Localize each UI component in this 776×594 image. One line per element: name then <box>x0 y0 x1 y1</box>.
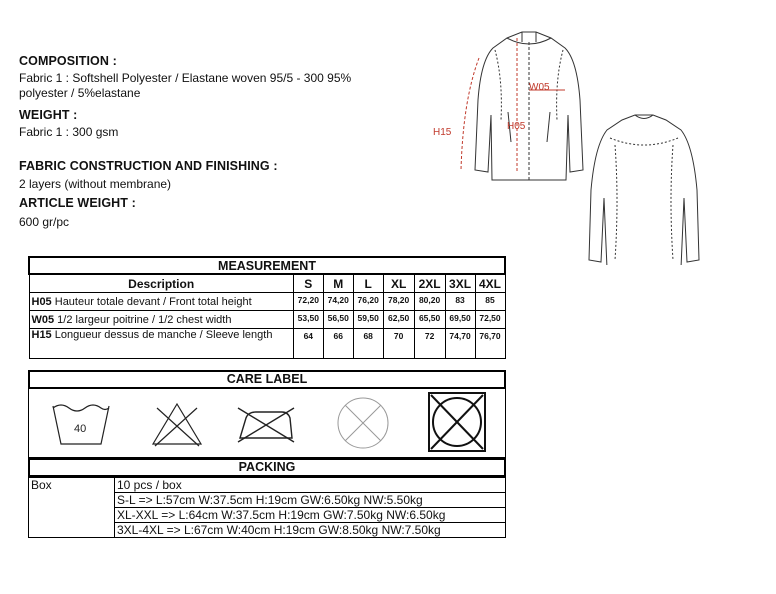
cell-value: 68 <box>353 329 383 359</box>
table-row <box>29 311 505 329</box>
row-description <box>29 293 293 311</box>
size-header-row <box>29 274 505 293</box>
dry-clean-icon <box>334 394 392 452</box>
cell-value: 69,50 <box>445 311 475 329</box>
size-header: 4XL <box>475 274 505 293</box>
size-header: M <box>323 274 353 293</box>
packing-line: S-L => L:57cm W:37.5cm H:19cm GW:6.50kg NW:5.50kg <box>115 493 506 508</box>
row-description <box>29 329 293 359</box>
description-header: Description <box>29 274 293 293</box>
wash-40-icon <box>49 400 113 450</box>
construction-value: 2 layers (without membrane) <box>19 177 172 191</box>
no-bleach-icon <box>149 400 205 450</box>
construction-heading: FABRIC CONSTRUCTION AND FINISHING : <box>19 159 278 173</box>
table-row <box>29 329 505 359</box>
cell-value: 72 <box>414 329 445 359</box>
packing-type: Box <box>29 478 115 538</box>
care-label-title: CARE LABEL <box>226 372 308 386</box>
article-weight-value: 600 gr/pc <box>19 215 70 229</box>
cell-value: 78,20 <box>383 293 414 311</box>
size-header: 3XL <box>445 274 475 293</box>
packing-table <box>28 477 506 538</box>
packing-title-box <box>28 458 506 477</box>
measurement-title: MEASUREMENT <box>29 257 505 274</box>
packing-line: XL-XXL => L:64cm W:37.5cm H:19cm GW:7.50kg NW:6.50kg <box>115 508 506 523</box>
cell-value: 66 <box>323 329 353 359</box>
w05-label: W05 <box>529 82 550 93</box>
composition-line-1: Fabric 1 : Softshell Polyester / Elastane woven 95/5 - 300 95% <box>19 71 352 85</box>
row-label: Hauteur totale devant / Front total height <box>51 295 252 308</box>
cell-value: 70 <box>383 329 414 359</box>
h05-label: H05 <box>507 121 526 132</box>
care-symbols-area <box>28 388 506 458</box>
table-row <box>29 293 505 311</box>
cell-value: 83 <box>445 293 475 311</box>
no-iron-icon <box>234 402 296 446</box>
back-jacket-outline <box>589 115 699 265</box>
cell-value: 72,20 <box>293 293 323 311</box>
cell-value: 74,20 <box>323 293 353 311</box>
h15-measure-line <box>461 58 479 170</box>
jacket-technical-drawing <box>425 20 725 265</box>
composition-line-2: polyester / 5%elastane <box>19 86 141 100</box>
cell-value: 76,70 <box>475 329 505 359</box>
row-label: Longueur dessus de manche / Sleeve length <box>51 329 273 341</box>
row-code: H15 <box>31 329 52 341</box>
wash-temperature: 40 <box>74 423 87 435</box>
row-label: 1/2 largeur poitrine / 1/2 chest width <box>54 313 232 326</box>
cell-value: 59,50 <box>353 311 383 329</box>
cell-value: 53,50 <box>293 311 323 329</box>
packing-line: 10 pcs / box <box>115 478 506 493</box>
row-description <box>29 311 293 329</box>
cell-value: 85 <box>475 293 505 311</box>
cell-value: 65,50 <box>414 311 445 329</box>
row-code: H05 <box>31 295 52 308</box>
composition-heading: COMPOSITION : <box>19 54 117 68</box>
weight-value: Fabric 1 : 300 gsm <box>19 125 119 139</box>
measurement-table <box>28 256 506 359</box>
packing-line: 3XL-4XL => L:67cm W:40cm H:19cm GW:8.50kg NW:7.50kg <box>115 523 506 538</box>
size-header: L <box>353 274 383 293</box>
size-header: XL <box>383 274 414 293</box>
cell-value: 56,50 <box>323 311 353 329</box>
care-label-title-box <box>28 370 506 389</box>
size-header: S <box>293 274 323 293</box>
h15-label: H15 <box>433 127 452 138</box>
no-tumble-dry-icon <box>427 391 487 453</box>
article-weight-heading: ARTICLE WEIGHT : <box>19 196 136 210</box>
cell-value: 72,50 <box>475 311 505 329</box>
size-header: 2XL <box>414 274 445 293</box>
row-code: W05 <box>31 313 55 326</box>
cell-value: 74,70 <box>445 329 475 359</box>
cell-value: 64 <box>293 329 323 359</box>
weight-heading: WEIGHT : <box>19 108 78 122</box>
cell-value: 62,50 <box>383 311 414 329</box>
packing-title: PACKING <box>238 460 296 474</box>
cell-value: 76,20 <box>353 293 383 311</box>
cell-value: 80,20 <box>414 293 445 311</box>
